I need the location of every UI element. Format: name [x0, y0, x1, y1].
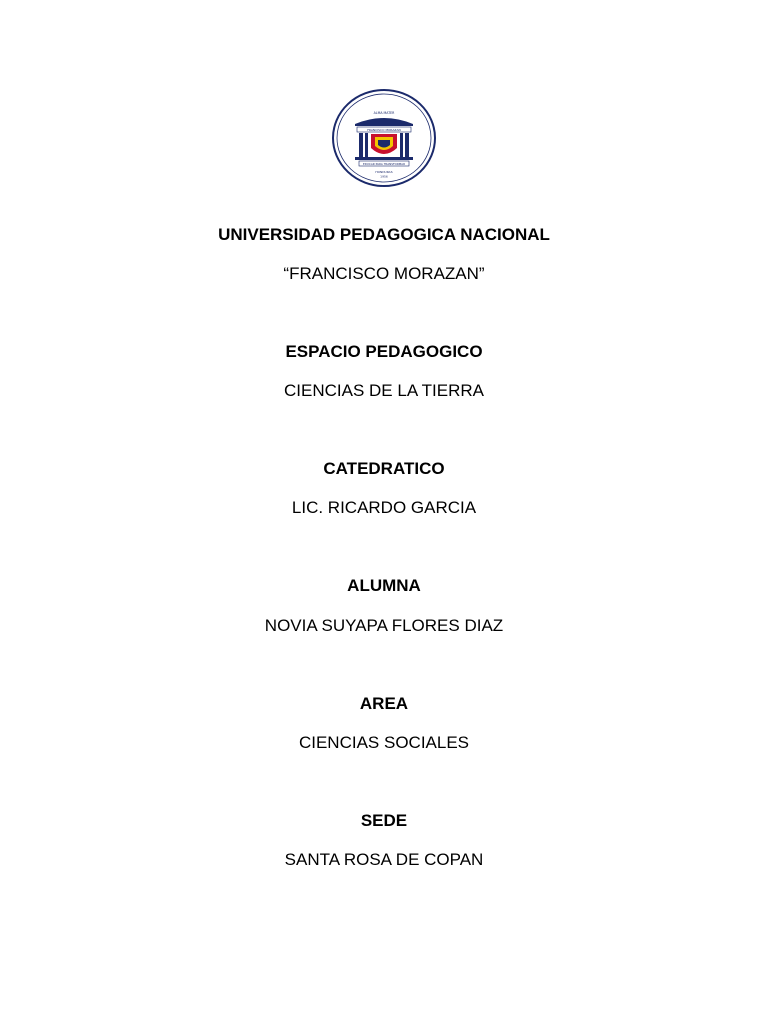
value-espacio-pedagogico: CIENCIAS DE LA TIERRA	[284, 381, 484, 400]
heading-catedratico: CATEDRATICO	[323, 459, 445, 478]
svg-text:1956: 1956	[380, 174, 388, 179]
svg-text:ALMA MATER: ALMA MATER	[373, 111, 395, 115]
svg-text:FRANCISCO MORAZAN: FRANCISCO MORAZAN	[367, 127, 401, 132]
university-name: UNIVERSIDAD PEDAGOGICA NACIONAL	[218, 225, 550, 244]
svg-text:HONDURAS: HONDURAS	[375, 170, 393, 174]
heading-espacio-pedagogico: ESPACIO PEDAGOGICO	[285, 342, 483, 361]
svg-text:EDUCAR PARA TRANSFORMAR: EDUCAR PARA TRANSFORMAR	[362, 161, 406, 166]
value-area: CIENCIAS SOCIALES	[298, 733, 470, 752]
heading-sede: SEDE	[360, 811, 408, 830]
heading-area: AREA	[359, 694, 409, 713]
university-seal-logo	[331, 88, 437, 188]
value-sede: SANTA ROSA DE COPAN	[284, 850, 484, 869]
value-catedratico: LIC. RICARDO GARCIA	[291, 498, 477, 517]
value-alumna: NOVIA SUYAPA FLORES DIAZ	[264, 616, 504, 635]
university-subtitle: “FRANCISCO MORAZAN”	[283, 264, 485, 283]
heading-alumna: ALUMNA	[347, 576, 421, 595]
